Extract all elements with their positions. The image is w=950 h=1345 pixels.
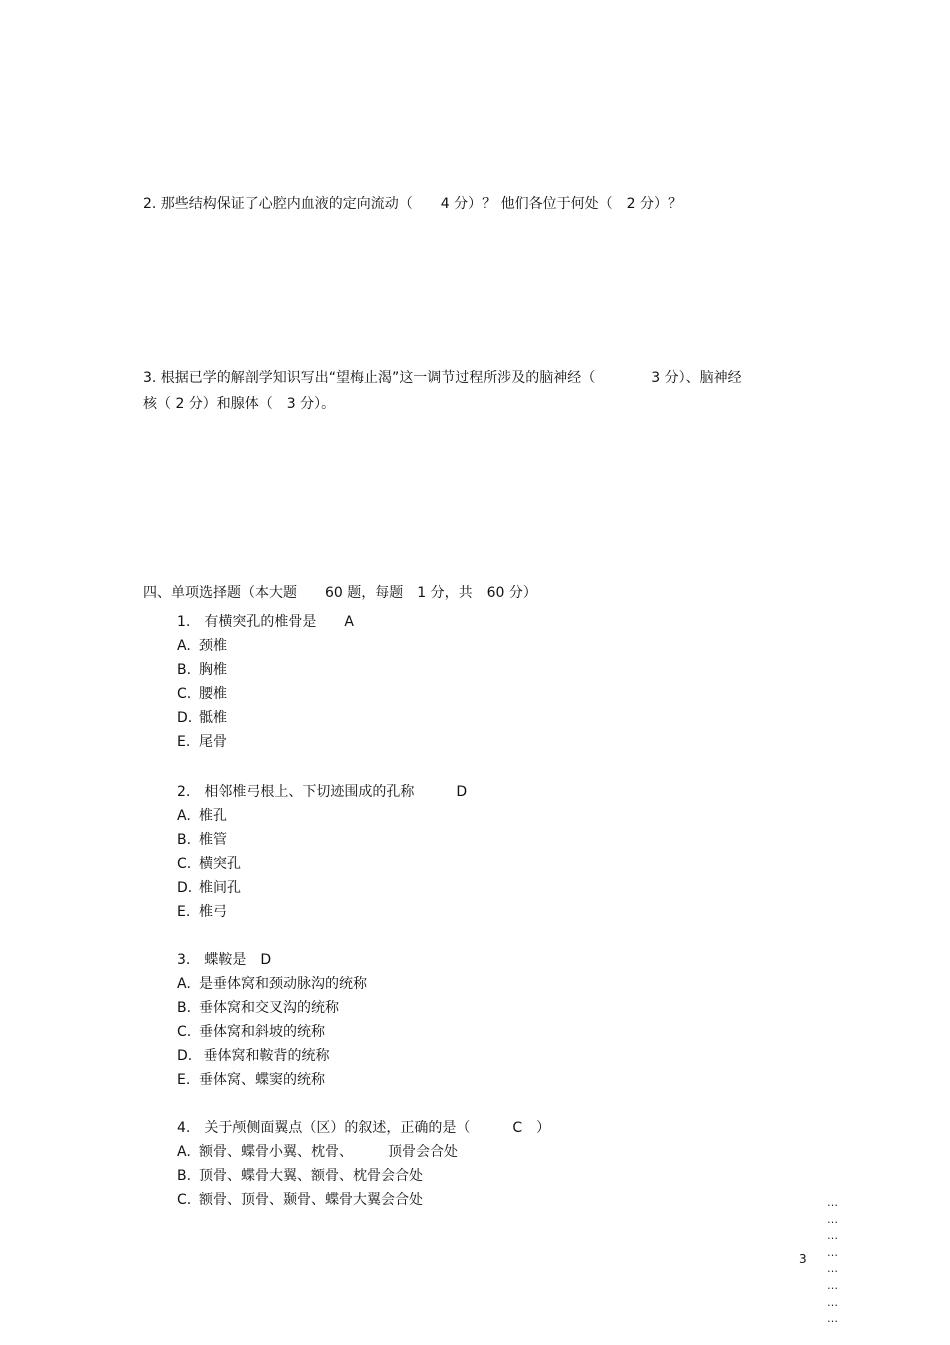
question-stem: 4. 关于颅侧面翼点（区）的叙述，正确的是（ C ） <box>177 1120 551 1136</box>
option-letter: C. <box>177 1024 192 1040</box>
option-text: 腰椎 <box>199 686 227 702</box>
mcq-question-2 <box>177 783 777 927</box>
option-letter: B. <box>177 662 192 678</box>
mcq-question-4 <box>177 1119 777 1215</box>
option-c <box>177 1023 777 1041</box>
option-letter: C. <box>177 686 192 702</box>
margin-dot: … <box>827 1295 838 1309</box>
option-e <box>177 733 777 751</box>
option-letter: E. <box>177 1072 191 1088</box>
option-d <box>177 879 777 897</box>
option-letter: D. <box>177 880 193 896</box>
short-answer-question-3-line2: 核（ 2 分）和腺体（ 3 分）。 <box>143 396 336 412</box>
option-a <box>177 807 777 825</box>
question-stem: 3. 蝶鞍是 D <box>177 952 272 968</box>
question-stem: 2. 相邻椎弓根上、下切迹围成的孔称 D <box>177 784 468 800</box>
option-c <box>177 685 777 703</box>
option-d <box>177 709 777 727</box>
short-answer-question-2: 2. 那些结构保证了心腔内血液的定向流动（ 4 分）？ 他们各位于何处（ 2 分）？ <box>143 196 682 212</box>
option-letter: C. <box>177 856 192 872</box>
option-a <box>177 637 777 655</box>
option-letter: B. <box>177 832 192 848</box>
margin-dot: … <box>827 1229 838 1243</box>
margin-dot: … <box>827 1212 838 1226</box>
mcq-question-1 <box>177 613 777 757</box>
option-text: 垂体窝和斜坡的统称 <box>199 1024 325 1040</box>
question-stem: 1. 有横突孔的椎骨是 A <box>177 614 354 630</box>
margin-dot: … <box>827 1245 838 1259</box>
margin-dot: … <box>827 1312 838 1326</box>
option-text: 垂体窝和鞍背的统称 <box>199 1048 330 1064</box>
option-text: 椎间孔 <box>199 880 241 896</box>
option-letter: E. <box>177 734 191 750</box>
option-text: 横突孔 <box>199 856 241 872</box>
section-title: 四、单项选择题（本大题 60 题，每题 1 分，共 60 分） <box>143 585 537 601</box>
option-b <box>177 831 777 849</box>
page-number: 3 <box>799 1252 807 1266</box>
margin-dots <box>827 1195 838 1328</box>
option-a <box>177 975 777 993</box>
option-text: 胸椎 <box>199 662 227 678</box>
option-e <box>177 1071 777 1089</box>
option-letter: B. <box>177 1168 192 1184</box>
option-text: 垂体窝和交叉沟的统称 <box>199 1000 339 1016</box>
option-text: 椎弓 <box>199 904 227 920</box>
option-text: 椎孔 <box>199 808 227 824</box>
option-letter: D. <box>177 710 193 726</box>
option-a <box>177 1143 777 1161</box>
option-b <box>177 999 777 1017</box>
option-text: 顶骨、蝶骨大翼、额骨、枕骨会合处 <box>199 1168 423 1184</box>
option-text: 是垂体窝和颈动脉沟的统称 <box>199 976 367 992</box>
option-text: 垂体窝、蝶窦的统称 <box>199 1072 325 1088</box>
option-c <box>177 1191 777 1209</box>
option-text: 尾骨 <box>199 734 227 750</box>
option-d <box>177 1047 777 1065</box>
option-text: 额骨、顶骨、颞骨、蝶骨大翼会合处 <box>199 1192 423 1208</box>
option-text: 颈椎 <box>199 638 227 654</box>
margin-dot: … <box>827 1278 838 1292</box>
option-letter: A. <box>177 1144 191 1160</box>
option-letter: A. <box>177 976 191 992</box>
option-letter: A. <box>177 808 191 824</box>
margin-dot: … <box>827 1196 838 1209</box>
option-letter: A. <box>177 638 191 654</box>
option-c <box>177 855 777 873</box>
option-e <box>177 903 777 921</box>
option-letter: C. <box>177 1192 192 1208</box>
option-letter: E. <box>177 904 191 920</box>
option-b <box>177 661 777 679</box>
option-letter: D. <box>177 1048 193 1064</box>
option-text: 骶椎 <box>199 710 227 726</box>
option-letter: B. <box>177 1000 192 1016</box>
short-answer-question-3-line1: 3. 根据已学的解剖学知识写出“望梅止渴”这一调节过程所涉及的脑神经（ 3 分）、脑神经 <box>143 370 742 386</box>
option-text: 椎管 <box>199 832 227 848</box>
margin-dot: … <box>827 1262 838 1276</box>
option-text: 额骨、蝶骨小翼、枕骨、 顶骨会合处 <box>199 1144 458 1160</box>
mcq-question-3 <box>177 951 777 1095</box>
option-b <box>177 1167 777 1185</box>
